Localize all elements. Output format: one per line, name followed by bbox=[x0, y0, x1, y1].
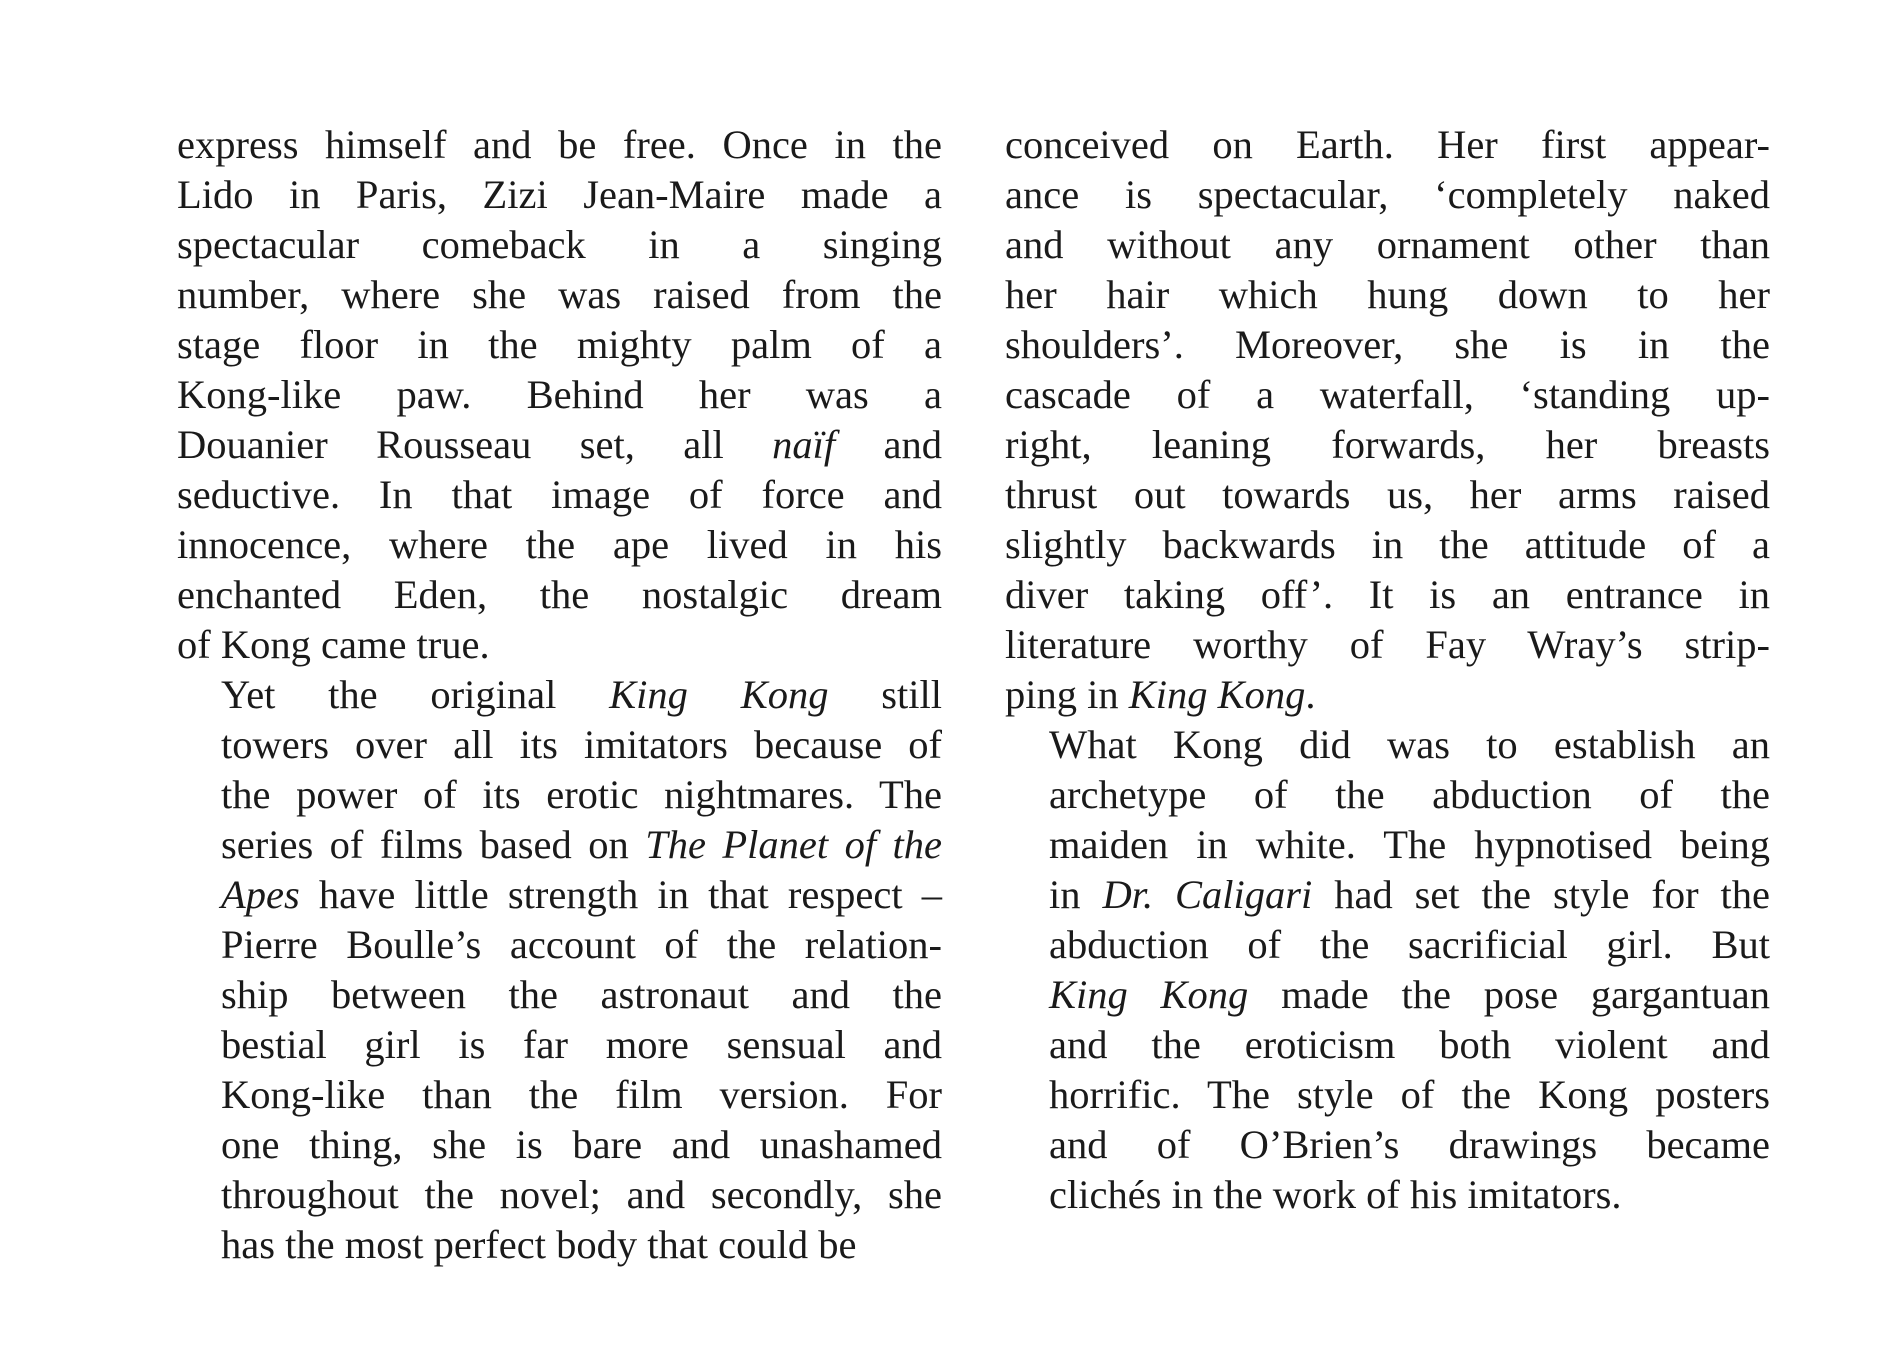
text-line bbox=[1005, 520, 1770, 570]
text-run: shoulders’. Moreover, she is in the bbox=[1005, 322, 1770, 367]
paragraph bbox=[177, 670, 942, 1270]
text-line bbox=[1005, 320, 1770, 370]
text-line bbox=[177, 1070, 942, 1120]
text-run: series of films based on bbox=[221, 822, 646, 867]
text-line bbox=[177, 470, 942, 520]
text-run: clichés in the work of his imitators. bbox=[1049, 1172, 1622, 1217]
text-run: one thing, she is bare and unashamed bbox=[221, 1122, 942, 1167]
text-run: express himself and be free. Once in the bbox=[177, 122, 942, 167]
text-run: enchanted Eden, the nostalgic dream bbox=[177, 572, 942, 617]
text-line bbox=[1005, 870, 1770, 920]
text-run: her hair which hung down to her bbox=[1005, 272, 1770, 317]
text-line bbox=[177, 420, 942, 470]
text-run: and the eroticism both violent and bbox=[1049, 1022, 1770, 1067]
italic-title: naïf bbox=[772, 422, 836, 467]
text-run: ance is spectacular, ‘completely naked bbox=[1005, 172, 1770, 217]
text-line bbox=[177, 270, 942, 320]
text-line bbox=[1005, 420, 1770, 470]
text-run: cascade of a waterfall, ‘standing up- bbox=[1005, 372, 1770, 417]
text-run: . bbox=[1305, 672, 1316, 717]
text-run: number, where she was raised from the bbox=[177, 272, 942, 317]
text-run: have little strength in that respect – bbox=[299, 872, 942, 917]
text-line bbox=[177, 570, 942, 620]
text-line bbox=[177, 620, 942, 670]
left-column bbox=[177, 120, 942, 1270]
text-run: right, leaning forwards, her breasts bbox=[1005, 422, 1770, 467]
text-line bbox=[177, 370, 942, 420]
text-run: still bbox=[828, 672, 943, 717]
text-run: diver taking off’. It is an entrance in bbox=[1005, 572, 1770, 617]
text-line bbox=[1005, 1120, 1770, 1170]
text-run: and of O’Brien’s drawings became bbox=[1049, 1122, 1770, 1167]
text-run: ship between the astronaut and the bbox=[221, 972, 942, 1017]
text-run: slightly backwards in the attitude of a bbox=[1005, 522, 1770, 567]
text-line bbox=[177, 970, 942, 1020]
text-run: in bbox=[1049, 872, 1103, 917]
text-line bbox=[177, 1120, 942, 1170]
text-line bbox=[177, 670, 942, 720]
text-line bbox=[177, 170, 942, 220]
text-line bbox=[1005, 570, 1770, 620]
text-run: had set the style for the bbox=[1312, 872, 1770, 917]
text-run: Kong-like than the film version. For bbox=[221, 1072, 942, 1117]
italic-title: Dr. Caligari bbox=[1102, 872, 1313, 917]
italic-title: King Kong bbox=[1049, 972, 1249, 1017]
text-line bbox=[177, 520, 942, 570]
text-run: spectacular comeback in a singing bbox=[177, 222, 942, 267]
text-line bbox=[177, 320, 942, 370]
text-run: Douanier Rousseau set, all bbox=[177, 422, 773, 467]
italic-title: King Kong bbox=[1128, 672, 1306, 717]
text-line bbox=[1005, 670, 1770, 720]
text-line bbox=[177, 120, 942, 170]
paragraph bbox=[1005, 720, 1770, 1220]
text-line bbox=[1005, 970, 1770, 1020]
text-line bbox=[1005, 120, 1770, 170]
paragraph bbox=[1005, 120, 1770, 720]
text-line bbox=[1005, 220, 1770, 270]
text-line bbox=[1005, 1070, 1770, 1120]
text-line bbox=[177, 1220, 942, 1270]
text-line bbox=[177, 820, 942, 870]
text-run: stage floor in the mighty palm of a bbox=[177, 322, 942, 367]
text-run: thrust out towards us, her arms raised bbox=[1005, 472, 1770, 517]
text-run: Lido in Paris, Zizi Jean-Maire made a bbox=[177, 172, 942, 217]
text-line bbox=[177, 770, 942, 820]
text-line bbox=[177, 1170, 942, 1220]
text-line bbox=[1005, 770, 1770, 820]
text-line bbox=[1005, 920, 1770, 970]
text-line bbox=[177, 220, 942, 270]
text-run: Yet the original bbox=[221, 672, 610, 717]
text-line bbox=[1005, 620, 1770, 670]
text-run: Pierre Boulle’s account of the relation- bbox=[221, 922, 942, 967]
italic-title: King Kong bbox=[609, 672, 829, 717]
text-line bbox=[177, 920, 942, 970]
text-run: towers over all its imitators because of bbox=[221, 722, 942, 767]
text-run: throughout the novel; and secondly, she bbox=[221, 1172, 942, 1217]
text-line bbox=[1005, 370, 1770, 420]
text-line bbox=[1005, 470, 1770, 520]
text-run: conceived on Earth. Her first appear- bbox=[1005, 122, 1770, 167]
text-run: made the pose gargantuan bbox=[1248, 972, 1771, 1017]
text-run: seductive. In that image of force and bbox=[177, 472, 942, 517]
text-run: horrific. The style of the Kong posters bbox=[1049, 1072, 1770, 1117]
right-column bbox=[1005, 120, 1770, 1220]
text-line bbox=[1005, 1170, 1770, 1220]
italic-title: Apes bbox=[221, 872, 300, 917]
text-run: archetype of the abduction of the bbox=[1049, 772, 1770, 817]
text-line bbox=[1005, 720, 1770, 770]
text-line bbox=[1005, 1020, 1770, 1070]
text-run: Kong-like paw. Behind her was a bbox=[177, 372, 942, 417]
paragraph bbox=[177, 120, 942, 670]
text-run: bestial girl is far more sensual and bbox=[221, 1022, 942, 1067]
text-run: of Kong came true. bbox=[177, 622, 490, 667]
text-line bbox=[177, 1020, 942, 1070]
text-run: the power of its erotic nightmares. The bbox=[221, 772, 942, 817]
text-run: has the most perfect body that could be bbox=[221, 1222, 857, 1267]
italic-title: The Planet of the bbox=[645, 822, 942, 867]
text-line bbox=[1005, 270, 1770, 320]
text-run: innocence, where the ape lived in his bbox=[177, 522, 942, 567]
text-run: maiden in white. The hypnotised being bbox=[1049, 822, 1770, 867]
text-line bbox=[177, 720, 942, 770]
text-run: and bbox=[835, 422, 942, 467]
text-run: abduction of the sacrificial girl. But bbox=[1049, 922, 1770, 967]
text-run: and without any ornament other than bbox=[1005, 222, 1770, 267]
text-line bbox=[1005, 170, 1770, 220]
text-run: literature worthy of Fay Wray’s strip- bbox=[1005, 622, 1770, 667]
text-run: ping in bbox=[1005, 672, 1129, 717]
text-line bbox=[1005, 820, 1770, 870]
text-run: What Kong did was to establish an bbox=[1049, 722, 1770, 767]
text-line bbox=[177, 870, 942, 920]
